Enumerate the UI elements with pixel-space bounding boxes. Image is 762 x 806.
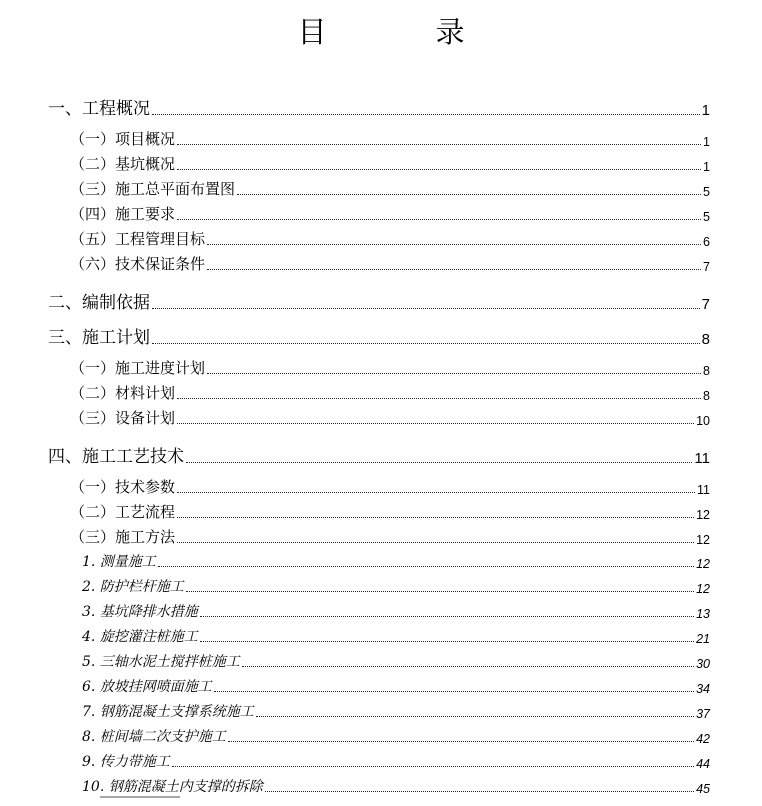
toc-entry[interactable] [82,551,710,571]
dot-leader [177,423,694,424]
toc-entry[interactable] [70,357,710,378]
toc-entry-label: （六）技术保证条件 [70,255,206,273]
toc-entry-page-number: 37 [696,707,710,721]
toc-entry-page-number: 8 [703,389,710,403]
toc-entry[interactable] [82,676,710,696]
toc-entry-label: （一）技术参数 [70,478,176,496]
toc-entry-label: 7. 钢筋混凝土支撑系统施工 [82,704,254,720]
dot-leader [177,542,694,543]
toc-entry[interactable] [82,726,710,746]
toc-entry[interactable] [82,576,710,596]
dot-leader [242,666,694,667]
dot-leader [186,462,692,463]
toc-entry-page-number: 30 [696,657,710,671]
dot-leader [256,716,694,717]
toc-entry-label: 2. 防护栏杆施工 [82,579,184,595]
toc-entry-page-number: 44 [696,757,710,771]
toc-entry-page-number: 6 [703,235,710,249]
toc-entry[interactable] [48,323,710,348]
dot-leader [237,194,701,195]
dot-leader [207,244,701,245]
toc-entry[interactable] [82,776,710,796]
toc-entry[interactable] [82,751,710,771]
toc-entry-page-number: 12 [696,508,710,522]
dot-leader [177,219,701,220]
toc-entry-page-number: 34 [696,682,710,696]
toc-entry[interactable] [70,407,710,428]
toc-entry-label: 4. 旋挖灌注桩施工 [82,629,198,645]
toc-entry[interactable] [70,526,710,547]
toc-entry-label: （三）设备计划 [70,409,176,427]
dot-leader [177,492,695,493]
dot-leader [200,616,694,617]
dot-leader [186,591,694,592]
toc-entry-label: 二、编制依据 [48,293,150,313]
toc-entry[interactable] [70,228,710,249]
toc-entry[interactable] [82,651,710,671]
toc-entry-page-number: 5 [703,185,710,199]
toc-entry-label: 三、施工计划 [48,328,150,348]
toc-entry[interactable] [48,94,710,119]
toc-entry[interactable] [82,626,710,646]
toc-entry-page-number: 13 [696,607,710,621]
dot-leader [177,144,701,145]
toc-entry-label: （三）施工总平面布置图 [70,180,236,198]
toc-entry-page-number: 1 [703,135,710,149]
toc-entry[interactable] [70,128,710,149]
dot-leader [177,169,701,170]
toc-entry-page-number: 12 [696,582,710,596]
page-title: 目 录 [297,15,505,49]
toc-entry-page-number: 1 [703,160,710,174]
dot-leader [200,641,694,642]
dot-leader [207,373,701,374]
toc-entry-label: （二）工艺流程 [70,503,176,521]
toc-entry[interactable] [70,476,710,497]
toc-entry[interactable] [70,203,710,224]
toc-entry-page-number: 8 [703,364,710,378]
dot-leader [152,308,700,309]
dot-leader [177,517,694,518]
dot-leader [265,791,694,792]
toc-entry-page-number: 45 [696,782,710,796]
dot-leader [207,269,701,270]
toc-entry-label: 四、施工工艺技术 [48,447,184,467]
toc-entry-label: 10. 钢筋混凝土内支撑的拆除 [82,779,263,795]
toc-entry-page-number: 8 [701,331,710,348]
toc-entry-label: （一）施工进度计划 [70,359,206,377]
cut-off-line [100,796,180,806]
toc-entry-page-number: 1 [701,102,710,119]
toc-entry-page-number: 7 [703,260,710,274]
toc-entry-label: （三）施工方法 [70,528,176,546]
toc-entry[interactable] [48,288,710,313]
dot-leader [152,114,700,115]
toc-entry-label: （四）施工要求 [70,205,176,223]
toc-entry-label: （二）基坑概况 [70,155,176,173]
toc-entry[interactable] [70,153,710,174]
dot-leader [158,566,694,567]
dot-leader [172,766,694,767]
toc-entry-label: （五）工程管理目标 [70,230,206,248]
toc-entry-page-number: 12 [696,533,710,547]
toc-entry[interactable] [48,442,710,467]
toc-entry[interactable] [70,178,710,199]
toc-entry-label: 一、工程概况 [48,99,150,119]
dot-leader [228,741,694,742]
toc-entry-page-number: 10 [696,414,710,428]
toc-entry[interactable] [70,382,710,403]
toc-entry-label: 5. 三轴水泥土搅拌桩施工 [82,654,240,670]
toc-entry-page-number: 42 [696,732,710,746]
toc-entry-label: （一）项目概况 [70,130,176,148]
toc-entry[interactable] [82,601,710,621]
toc-entry-label: 1. 测量施工 [82,554,156,570]
toc-entry-label: 9. 传力带施工 [82,754,170,770]
dot-leader [177,398,701,399]
toc-entry-label: 8. 桩间墙二次支护施工 [82,729,226,745]
toc-entry[interactable] [70,501,710,522]
toc-entry-page-number: 11 [694,450,710,467]
toc-entry-label: 6. 放坡挂网喷面施工 [82,679,212,695]
toc-entry-page-number: 12 [696,557,710,571]
toc-entry-page-number: 5 [703,210,710,224]
toc-entry-page-number: 11 [697,483,710,497]
toc-entry-label: 3. 基坑降排水措施 [82,604,198,620]
toc-entry-page-number: 21 [696,632,710,646]
toc-entry-label: （二）材料计划 [70,384,176,402]
toc-entry[interactable] [70,253,710,274]
toc-entry-page-number: 7 [701,296,710,313]
toc-entry[interactable] [82,701,710,721]
dot-leader [214,691,694,692]
dot-leader [152,343,700,344]
